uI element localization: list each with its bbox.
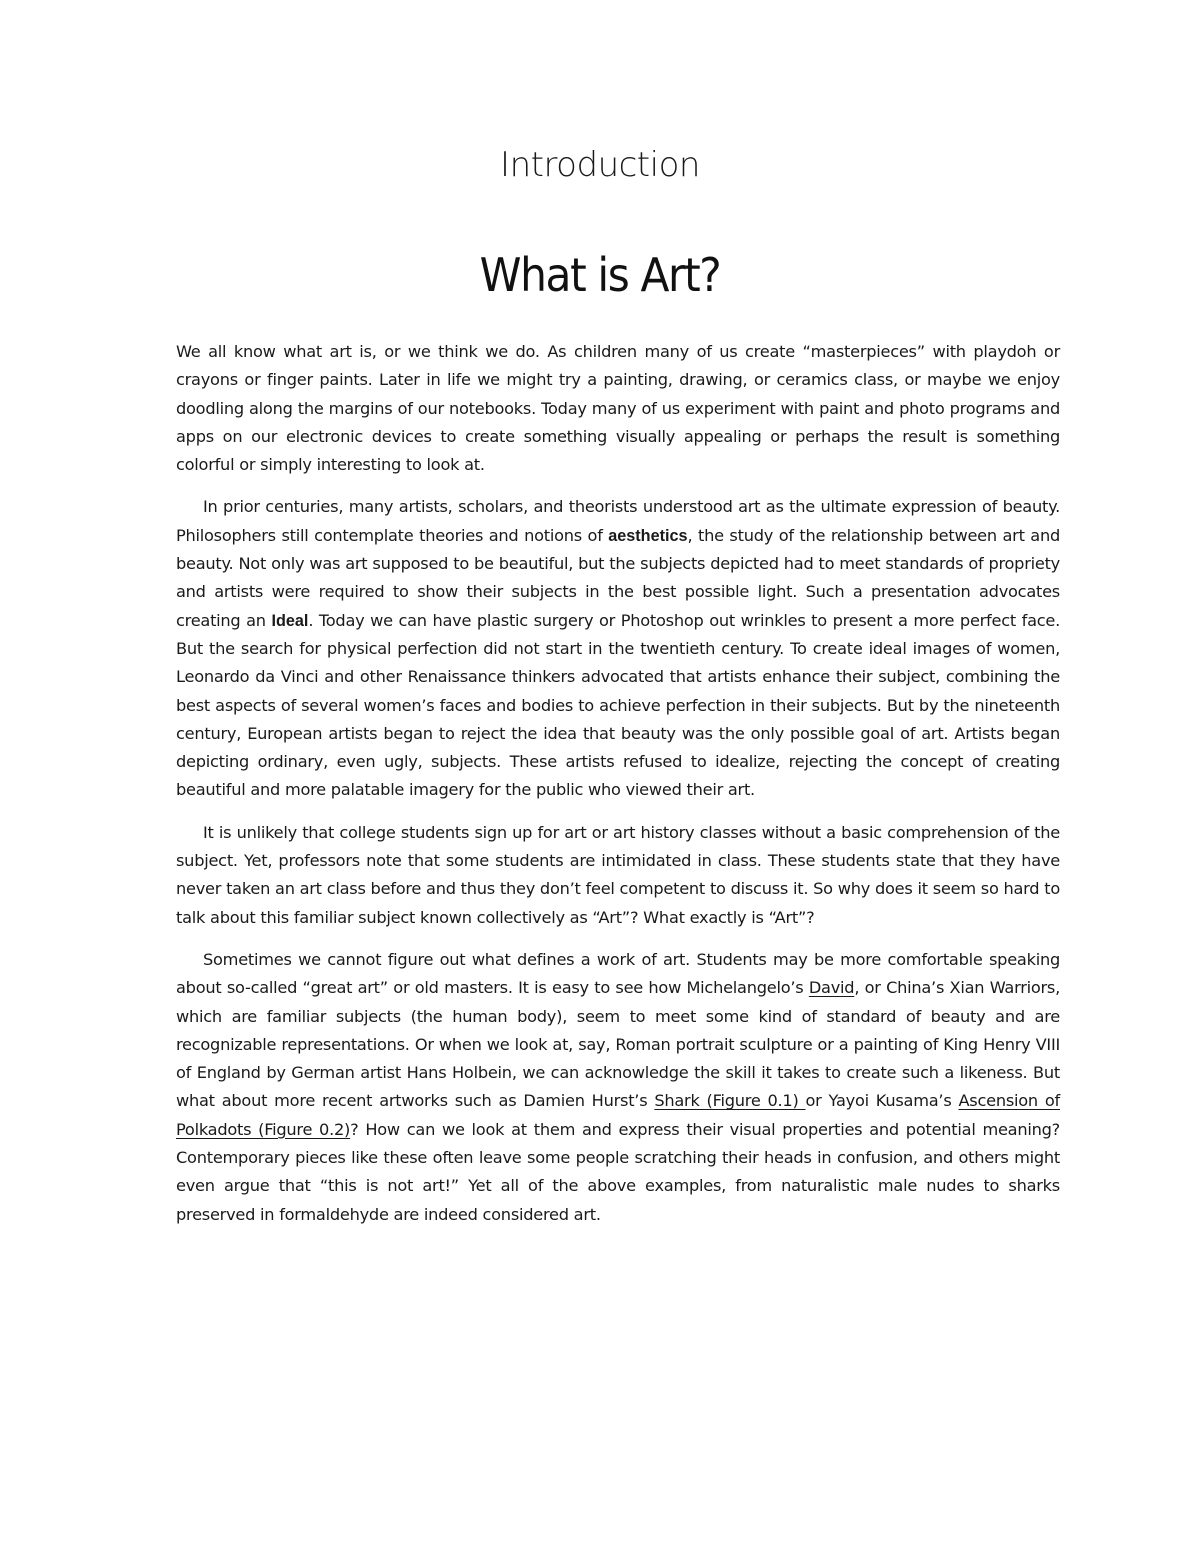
paragraph-2-text-c: . Today we can have plastic surgery or Photoshop out wrinkles to present a more perfect face. But the search for physical perfection did not start in the twentieth century. To create ideal images of women, Leonardo da Vinci and other Renaissance thinkers advocated that artists enhance their subject, combining the best aspects of several women’s faces and bodies to achieve perfection in their subjects. But by the nineteenth century, European artists began to reject the idea that beauty was the only possible goal of art. Artists began depicting ordinary, even ugly, subjects. These artists refused to idealize, rejecting the concept of creating beautiful and more palatable imagery for the public who viewed their art. [176,610,1060,800]
paragraph-4-text-d: ? How can we look at them and express their visual properties and potential meaning? Contemporary pieces like these often leave some people scratching their heads in confusion, and others might even argue that “this is not art!” Yet all of the above examples, from naturalistic male nudes to sharks preserved in formaldehyde are indeed considered art. [176,1119,1060,1224]
paragraph-1 [176,338,1060,479]
body-text [176,338,1060,1243]
paragraph-4-text-c: or Yayoi Kusama’s [805,1091,959,1111]
paragraph-1-text: We all know what art is, or we think we do. As children many of us create “masterpieces” with playdoh or crayons or finger paints. Later in life we might try a painting, drawing, or ceramics class, or maybe we enjoy doodling along the margins of our notebooks. Today many of us experiment with paint and photo programs and apps on our electronic devices to create something visually appealing or perhaps the result is something colorful or simply interesting to look at. [176,342,1060,475]
link-david[interactable]: David [808,978,855,998]
term-aesthetics: aesthetics [608,526,688,545]
paragraph-3 [176,819,1060,932]
paragraph-2 [176,493,1060,804]
link-polkadots-figure[interactable]: Ascension of Polkadots (Figure 0.2) [176,1091,1061,1139]
paragraph-4 [176,946,1060,1229]
paragraph-3-text: It is unlikely that college students sign up for art or art history classes without a basic comprehension of the subject. Yet, professors note that some students are intimidated in class. These students state that they have never taken an art class before and thus they don’t feel competent to discuss it. So why does it seem so hard to talk about this familiar subject known collectively as “Art”? What exactly is “Art”? [176,822,1060,927]
paragraph-4-text-b: , or China’s Xian Warriors, which are familiar subjects (the human body), seem to meet some kind of standard of beauty and are recognizable representations. Or when we look at, say, Roman portrait sculpture or a painting of King Henry VIII of England by German artist Hans Holbein, we can acknowledge the skill it takes to create such a likeness. But what about more recent artworks such as Damien Hurst’s [176,978,1060,1111]
paragraph-4-text-a: Sometimes we cannot figure out what defines a work of art. Students may be more comfortable speaking about so-called “great art” or old masters. It is easy to see how Michelangelo’s [176,949,1060,998]
term-ideal: Ideal [271,611,309,630]
paragraph-2-text-a: In prior centuries, many artists, scholars, and theorists understood art as the ultimate expression of beauty. Philosophers still contemplate theories and notions of [176,497,1060,545]
chapter-label: Introduction [500,145,700,185]
page-title: What is Art? [479,248,721,302]
link-shark-figure[interactable]: Shark (Figure 0.1) [654,1091,806,1111]
paragraph-2-text-b: , the study of the relationship between art and beauty. Not only was art supposed to be beautiful, but the subjects depicted had to meet standards of propriety and artists were required to show their subjects in the best possible light. Such a presentation advocates creating an [176,525,1060,630]
